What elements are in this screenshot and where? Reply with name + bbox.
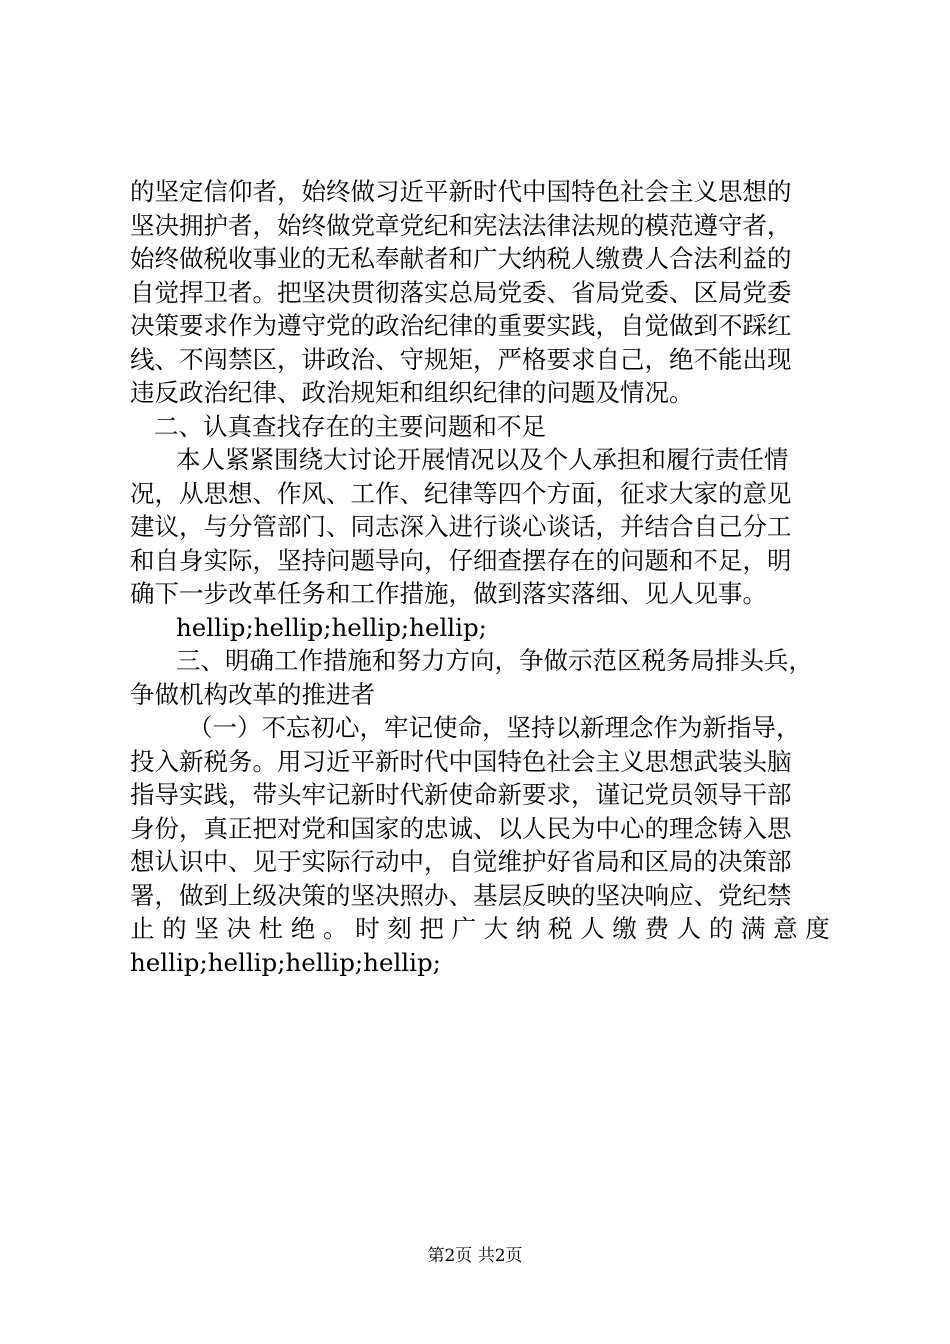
text-line: 自觉捍卫者。把坚决贯彻落实总局党委、省局党委、区局党委 [130,277,792,307]
text-line: 决策要求作为遵守党的政治纪律的重要实践，自觉做到不踩红 [130,311,792,340]
text-line: 想认识中、见于实际行动中，自觉维护好省局和区局的决策部 [130,847,792,876]
text-char: 时 [355,914,380,943]
text-line: 况，从思想、作风、工作、纪律等四个方面，征求大家的意见 [130,478,792,508]
text-line: 和自身实际，坚持问题导向，仔细查摆存在的问题和不足，明 [130,545,792,575]
text-char: 纳 [515,914,541,943]
text-line: 线、不闯禁区，讲政治、守规矩，严格要求自己，绝不能出现 [130,344,792,374]
text-char: 满 [740,914,766,943]
text-char: 杜 [258,914,284,943]
text-char: 绝 [290,914,316,943]
section-heading-3: 三、明确工作措施和努力方向，争做示范区税务局排头兵， [176,646,813,675]
text-line: 确下一步改革任务和工作措施，做到落实落细、见人见事。 [130,579,767,608]
text-char: 大 [483,914,509,943]
ellipsis-line: hellip;hellip;hellip;hellip; [176,612,487,642]
text-line: 的坚定信仰者，始终做习近平新时代中国特色社会主义思想的 [130,177,792,206]
text-line: 建议，与分管部门、同志深入进行谈心谈话，并结合自己分工 [130,512,792,541]
subsection-heading-1: （一）不忘初心，牢记使命，坚持以新理念作为新指导， [188,713,801,742]
text-line: 署，做到上级决策的坚决照办、基层反映的坚决响应、党纪禁 [130,880,792,910]
text-line: 违反政治纪律、政治规矩和组织纪律的问题及情况。 [130,378,694,407]
text-char: 费 [644,914,669,943]
text-line: 身份，真正把对党和国家的忠诚、以人民为中心的理念铸入思 [130,813,792,843]
text-line: 坚决拥护者，始终做党章党纪和宪法法律法规的模范遵守者， [130,210,792,240]
text-char: 把 [419,914,444,943]
text-char: 人 [676,914,702,943]
text-char: 意 [773,914,798,943]
text-char: 坚 [194,914,219,943]
text-line: 本人紧紧围绕大讨论开展情况以及个人承担和履行责任情 [176,445,789,474]
text-char: 决 [226,914,251,943]
text-char: 缴 [612,914,637,943]
body-text [130,175,830,979]
section-heading-2: 二、认真查找存在的主要问题和不足 [154,411,546,441]
text-char: 人 [580,914,605,943]
text-line: 指导实践，带头牢记新时代新使命新要求，谨记党员领导干部 [130,780,792,809]
text-char: 的 [708,914,734,943]
text-char: 度 [805,914,830,943]
text-line: 始终做税收事业的无私奉献者和广大纳税人缴费人合法利益的 [130,244,792,273]
text-char: 的 [162,914,187,943]
text-line: 争做机构改革的推进者 [130,679,375,709]
text-line: 投入新税务。用习近平新时代中国特色社会主义思想武装头脑 [130,746,792,776]
text-char: 广 [451,914,477,943]
text-char: 止 [130,914,155,943]
justified-text-line [130,912,830,946]
text-char: 刻 [387,914,412,943]
text-char: 税 [548,914,573,943]
ellipsis-line: hellip;hellip;hellip;hellip; [130,947,441,977]
text-char: 。 [322,914,348,943]
page-footer: 第2页 共2页 [427,1246,523,1266]
